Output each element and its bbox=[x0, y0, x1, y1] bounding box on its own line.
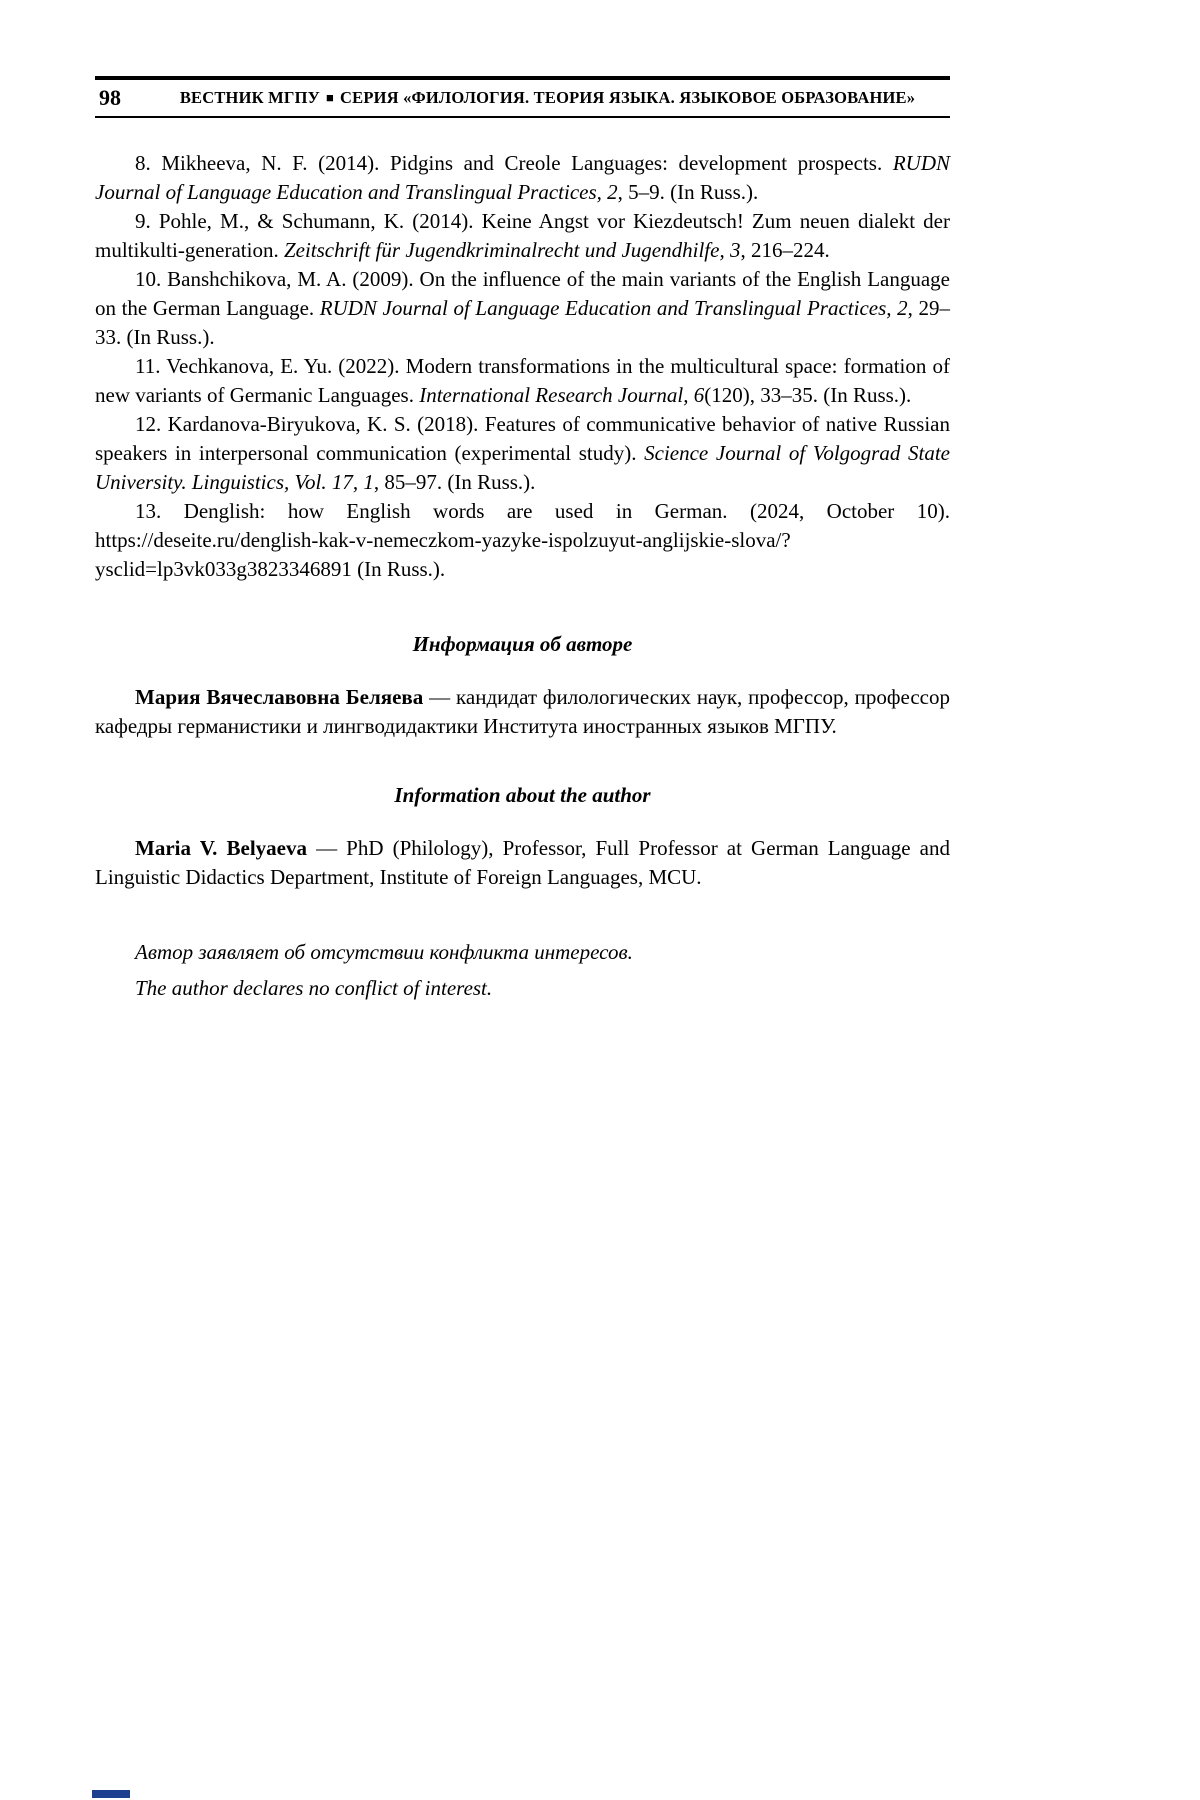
reference-item-12: 12. Kardanova-Biryukova, K. S. (2018). Features of communicative behavior of native Russian speakers in interpersonal communication (experimental study). Science Journal of Volgograd State University. Linguistics, Vol. 17, 1, 85–97. (In Russ.). bbox=[95, 412, 950, 494]
conflict-statement-en: The author declares no conflict of interest. bbox=[135, 976, 493, 1000]
conflict-statement-ru: Автор заявляет об отсутствии конфликта интересов. bbox=[135, 940, 633, 964]
scan-artifact-mark bbox=[92, 1790, 130, 1798]
journal-title bbox=[149, 88, 946, 108]
conflict-of-interest-block bbox=[95, 938, 950, 1003]
reference-item-9: 9. Pohle, M., & Schumann, K. (2014). Keine Angst vor Kiezdeutsch! Zum neuen dialekt der multikulti-generation. Zeitschrift für Jugendkriminalrecht und Jugendhilfe, 3, 216–224. bbox=[95, 209, 950, 262]
page-body bbox=[95, 118, 950, 1003]
journal-name: ВЕСТНИК МГПУ bbox=[179, 88, 320, 107]
section-heading-author-info-en: Information about the author bbox=[394, 783, 651, 807]
reference-item-13: 13. Denglish: how English words are used in German. (2024, October 10). https://deseite.ru/denglish-kak-v-nemeczkom-yazyke-ispolzuyut-anglijskie-slova/?ysclid=lp3vk033g3823346891 (In Russ.). bbox=[95, 499, 950, 581]
page-number: 98 bbox=[99, 85, 121, 110]
reference-list bbox=[95, 149, 950, 584]
square-bullet-icon: ■ bbox=[325, 90, 334, 105]
reference-item-10: 10. Banshchikova, M. A. (2009). On the influence of the main variants of the English Language on the German Language. RUDN Journal of Language Education and Translingual Practices, 2, 29–33. (In Russ.). bbox=[95, 267, 950, 349]
reference-item-11: 11. Vechkanova, E. Yu. (2022). Modern transformations in the multicultural space: formation of new variants of Germanic Languages. International Research Journal, 6(120), 33–35. (In Russ.). bbox=[95, 354, 950, 407]
header-row bbox=[95, 80, 950, 116]
series-name: СЕРИЯ «ФИЛОЛОГИЯ. ТЕОРИЯ ЯЗЫКА. ЯЗЫКОВОЕ ОБРАЗОВАНИЕ» bbox=[340, 88, 916, 107]
section-heading-author-info-ru: Информация об авторе bbox=[412, 632, 633, 656]
author-info-en: Maria V. Belyaeva — PhD (Philology), Professor, Full Professor at German Language and Linguistic Didactics Department, Institute of Foreign Languages, MCU. bbox=[95, 836, 950, 889]
author-info-ru: Мария Вячеславовна Беляева — кандидат филологических наук, профессор, профессор кафедры германистики и лингводидактики Института иностранных языков МГПУ. bbox=[95, 685, 950, 738]
text-column bbox=[95, 0, 950, 1010]
reference-item-8: 8. Mikheeva, N. F. (2014). Pidgins and Creole Languages: development prospects. RUDN Journal of Language Education and Translingual Practices, 2, 5–9. (In Russ.). bbox=[95, 151, 950, 204]
running-header bbox=[95, 0, 950, 118]
